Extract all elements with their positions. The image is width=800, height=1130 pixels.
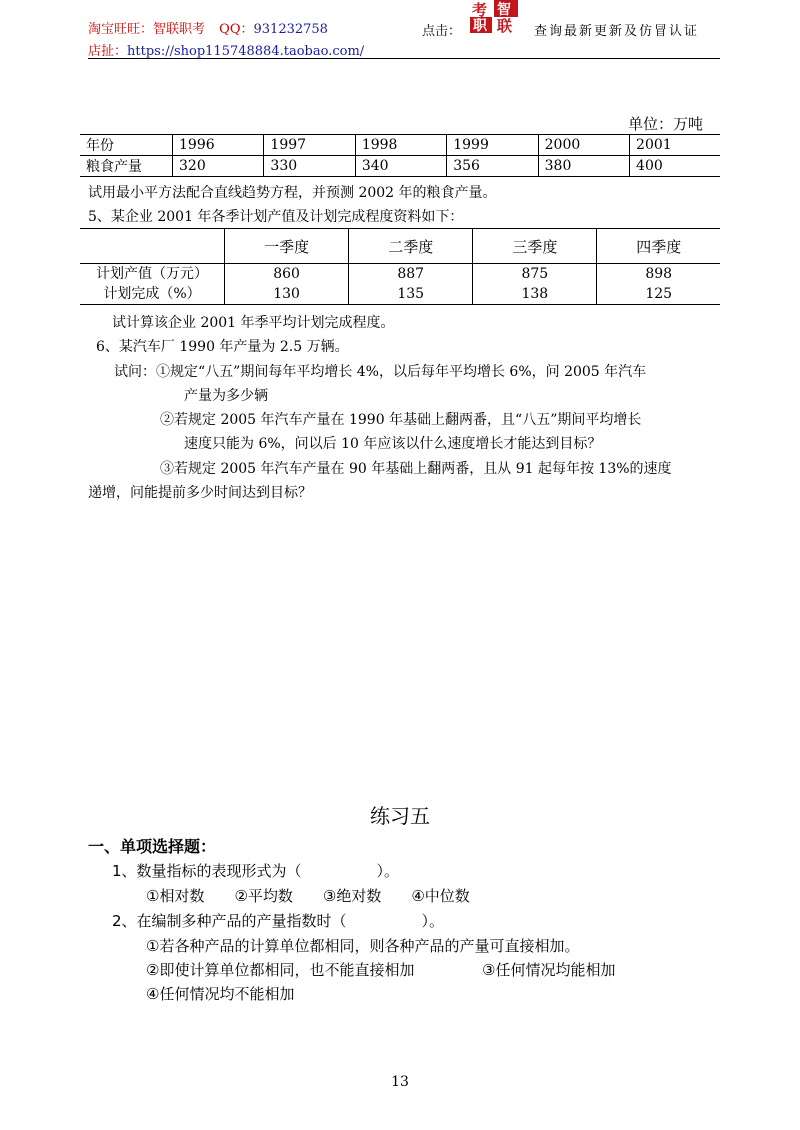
table-cell: 年份: [80, 135, 173, 156]
table-cell: 356: [447, 156, 538, 177]
row-label-completion: 计划完成（%）: [103, 286, 201, 302]
table-cell: 330: [264, 156, 355, 177]
logo-char-1: 考: [472, 1, 488, 19]
table-cell: 粮食产量: [80, 156, 173, 177]
q6-part2-line2: 速度只能为 6%，问以后 10 年应该以什么速度增长才能达到目标？: [184, 436, 602, 452]
quarterly-plan-table: [80, 228, 720, 305]
completion-value: 135: [397, 286, 425, 302]
row-label-plan-value: 计划产值（万元）: [96, 266, 208, 282]
mc2-option-4: ④任何情况均不能相加: [146, 985, 295, 1003]
shop-link[interactable]: https://shop115748884.taobao.com/: [127, 44, 365, 59]
table-cell: 1999: [447, 135, 538, 156]
mc2-stem: 2、在编制多种产品的产量指数时（ ）。: [112, 912, 445, 930]
mc1-options: ①相对数 ②平均数 ③绝对数 ④中位数: [146, 887, 470, 905]
q6-part2-line1: ②若规定 2005 年汽车产量在 1990 年基础上翻两番，且“八五”期间平均增长: [160, 412, 642, 428]
section1-heading: 一、单项选择题：: [88, 837, 217, 856]
qq-label: QQ：: [219, 22, 254, 37]
logo-char-2: 智: [497, 2, 511, 18]
q5-task: 试计算该企业 2001 年季平均计划完成程度。: [112, 315, 395, 331]
completion-value: 125: [645, 286, 673, 302]
table-cell: 2000: [538, 135, 629, 156]
table-cell: 1996: [173, 135, 264, 156]
q4-instruction: 试用最小平方法配合直线趋势方程，并预测 2002 年的粮食产量。: [88, 185, 497, 201]
table-header-q3: 三季度: [473, 229, 597, 264]
table-row: [80, 264, 720, 305]
completion-value: 138: [521, 286, 549, 302]
q6-part1-line2: 产量为多少辆: [184, 388, 268, 404]
taobao-label: 淘宝旺旺：: [88, 22, 154, 37]
table-cell: [597, 264, 720, 305]
table-cell: 380: [538, 156, 629, 177]
logo-char-3: 职: [473, 18, 487, 34]
mc1-stem: 1、数量指标的表现形式为（ ）。: [112, 862, 400, 880]
header-contact: [88, 18, 328, 37]
verify-link[interactable]: 查询最新更新及仿冒认证: [534, 24, 700, 39]
table-header-q1: 一季度: [225, 229, 349, 264]
plan-value: 860: [273, 266, 300, 282]
table-cell: [473, 264, 597, 305]
q5-title: 5、某企业 2001 年各季计划产值及计划完成程度资料如下：: [88, 209, 464, 225]
table-cell: [349, 264, 473, 305]
table-header-q4: 四季度: [597, 229, 720, 264]
completion-value: 130: [273, 286, 300, 302]
table-cell: 1998: [355, 135, 446, 156]
table-row: [80, 135, 720, 156]
wangwang-name: 智联职考: [153, 22, 206, 37]
row-labels: [80, 264, 225, 305]
header-divider: [88, 58, 720, 59]
click-label: 点击：: [422, 24, 462, 39]
q6-part1-line1: 试问：①规定“八五”期间每年平均增长 4%，以后每年平均增长 6%，问 2005 年汽车: [114, 364, 647, 380]
q6-title: 6、某汽车厂 1990 年产量为 2.5 万辆。: [96, 339, 349, 355]
mc2-option-2: ②即使计算单位都相同，也不能直接相加: [146, 961, 415, 979]
page-number: 13: [391, 1074, 409, 1090]
q6-part3-line2: 递增，问能提前多少时间达到目标？: [88, 485, 312, 501]
mc2-option-3: ③任何情况均能相加: [482, 961, 616, 979]
table-cell: [80, 229, 225, 264]
table-row: [80, 156, 720, 177]
table-cell: 2001: [630, 135, 720, 156]
plan-value: 887: [397, 266, 425, 282]
shop-label: 店扯：: [88, 44, 128, 59]
mc2-option-1: ①若各种产品的计算单位都相同，则各种产品的产量可直接相加。: [146, 937, 580, 955]
plan-value: 875: [521, 266, 549, 282]
table-cell: [225, 264, 349, 305]
unit-label: 单位：万吨: [628, 115, 704, 133]
logo-char-4: 联: [497, 17, 513, 34]
table-cell: 320: [173, 156, 264, 177]
table-cell: 340: [355, 156, 446, 177]
table-header-q2: 二季度: [349, 229, 473, 264]
header-shop: [88, 40, 364, 59]
table-cell: 400: [630, 156, 720, 177]
table-row: [80, 229, 720, 264]
qq-number: 931232758: [253, 22, 328, 37]
table-cell: 1997: [264, 135, 355, 156]
grain-output-table: [80, 134, 720, 177]
q6-part3-line1: ③若规定 2005 年汽车产量在 90 年基础上翻两番，且从 91 起每年按 13%的速度: [160, 461, 672, 477]
zhilian-logo[interactable]: [470, 0, 520, 34]
section-title: 练习五: [370, 804, 430, 828]
plan-value: 898: [645, 266, 673, 282]
